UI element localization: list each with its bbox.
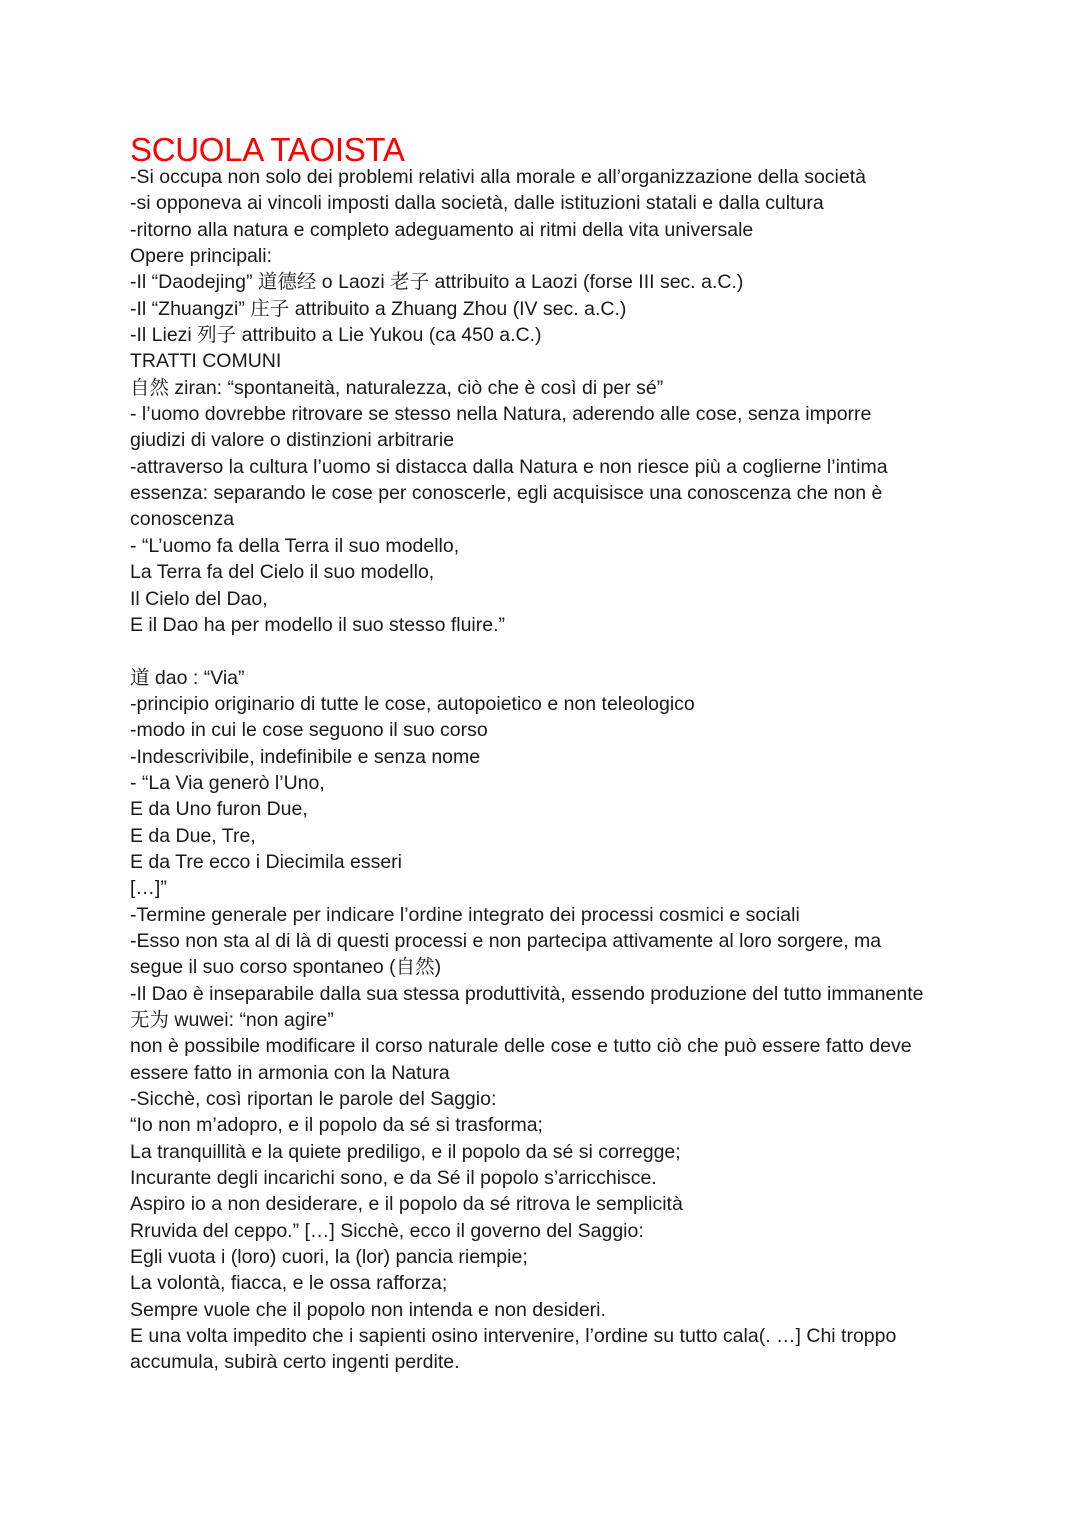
text-line: -Il Dao è inseparabile dalla sua stessa produttività, essendo produzione del tutto immanente — [130, 982, 924, 1005]
text-line: La volontà, fiacca, e le ossa rafforza; — [130, 1272, 448, 1295]
page-title: SCUOLA TAOISTA — [130, 131, 405, 168]
text-line: - “La Via generò l’Uno, — [130, 771, 325, 794]
text-line: […]” — [130, 877, 167, 900]
text-line: Sempre vuole che il popolo non intenda e non desideri. — [130, 1298, 606, 1321]
text-line: non è possibile modificare il corso naturale delle cose e tutto ciò che può essere fatto deve — [130, 1035, 912, 1058]
text-line: -Sicchè, così riportan le parole del Saggio: — [130, 1088, 497, 1111]
text-line: TRATTI COMUNI — [130, 350, 282, 373]
text-line: -principio originario di tutte le cose, autopoietico e non teleologico — [130, 692, 695, 715]
text-line: E da Uno furon Due, — [130, 798, 308, 821]
text-line: 自然 ziran: “spontaneità, naturalezza, ciò che è così di per sé” — [130, 376, 664, 399]
text-line: segue il suo corso spontaneo (自然) — [130, 956, 442, 979]
text-line: -attraverso la cultura l’uomo si distacca dalla Natura e non riesce più a coglierne l’intima — [130, 455, 888, 478]
blank-line — [130, 638, 1010, 664]
text-line: giudizi di valore o distinzioni arbitrarie — [130, 429, 455, 452]
text-line: conoscenza — [130, 508, 235, 531]
text-line: essenza: separando le cose per conoscerle, egli acquisisce una conoscenza che non è — [130, 482, 883, 505]
text-line: - l’uomo dovrebbe ritrovare se stesso nella Natura, aderendo alle cose, senza imporre — [130, 403, 872, 426]
text-line: Incurante degli incarichi sono, e da Sé il popolo s’arricchisce. — [130, 1167, 657, 1190]
text-line: Aspiro io a non desiderare, e il popolo da sé ritrova le semplicità — [130, 1193, 683, 1216]
text-line: -si opponeva ai vincoli imposti dalla società, dalle istituzioni statali e dalla cultura — [130, 192, 824, 215]
text-line: Opere principali: — [130, 245, 272, 268]
text-line: La tranquillità e la quiete prediligo, e il popolo da sé si corregge; — [130, 1140, 681, 1163]
text-line: E il Dao ha per modello il suo stesso fluire.” — [130, 613, 506, 636]
text-line: -modo in cui le cose seguono il suo corso — [130, 719, 488, 742]
text-line: -Si occupa non solo dei problemi relativi alla morale e all’organizzazione della società — [130, 166, 866, 188]
text-line: “Io non m’adopro, e il popolo da sé si trasforma; — [130, 1114, 543, 1137]
text-line: 无为 wuwei: “non agire” — [130, 1009, 334, 1031]
text-line: E da Due, Tre, — [130, 824, 256, 847]
text-line: - “L’uomo fa della Terra il suo modello, — [130, 534, 460, 557]
text-line: -Il “Zhuangzi” 庄子 attribuito a Zhuang Zhou (IV sec. a.C.) — [130, 297, 627, 320]
text-line: Egli vuota i (loro) cuori, la (lor) pancia riempie; — [130, 1246, 528, 1269]
text-line: -Indescrivibile, indefinibile e senza nome — [130, 745, 481, 768]
text-line: E da Tre ecco i Diecimila esseri — [130, 850, 403, 873]
text-line: Il Cielo del Dao, — [130, 587, 268, 610]
text-line: -ritorno alla natura e completo adeguamento ai ritmi della vita universale — [130, 218, 754, 241]
text-lines — [130, 164, 1010, 1376]
text-line: 道 dao : “Via” — [130, 666, 245, 689]
text-line: accumula, subirà certo ingenti perdite. — [130, 1351, 460, 1374]
text-line: -Il Liezi 列子 attribuito a Lie Yukou (ca 450 a.C.) — [130, 324, 542, 347]
text-line: essere fatto in armonia con la Natura — [130, 1061, 450, 1084]
text-line: Rruvida del ceppo.” […] Sicchè, ecco il governo del Saggio: — [130, 1219, 644, 1242]
text-line: E una volta impedito che i sapienti osino intervenire, l’ordine su tutto cala(. …] Chi troppo — [130, 1325, 897, 1348]
text-line: -Esso non sta al di là di questi processi e non partecipa attivamente al loro sorgere, ma — [130, 929, 882, 952]
text-line: -Termine generale per indicare l’ordine integrato dei processi cosmici e sociali — [130, 903, 800, 926]
document-body — [130, 130, 1010, 1376]
text-line: La Terra fa del Cielo il suo modello, — [130, 561, 435, 584]
text-line: -Il “Daodejing” 道德经 o Laozi 老子 attribuito a Laozi (forse III sec. a.C.) — [130, 271, 744, 294]
